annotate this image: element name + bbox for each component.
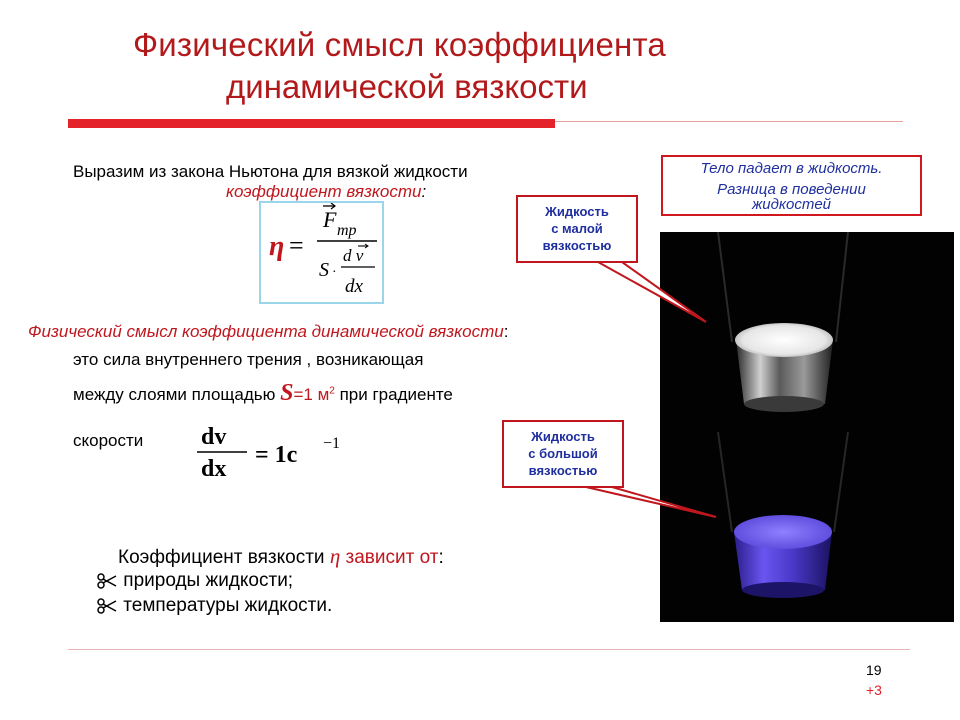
- line2-suffix: при градиенте: [339, 385, 453, 404]
- page-number: 19: [866, 662, 882, 678]
- callout-low-line1: Жидкость: [545, 204, 609, 219]
- intro-text: Выразим из закона Ньютона для вязкой жидкости: [73, 162, 468, 181]
- dependence-heading-pre: Коэффициент вязкости: [118, 547, 325, 568]
- callout-high-line1: Жидкость: [531, 429, 595, 444]
- eta-symbol: η: [269, 231, 285, 262]
- slide-title-line1: Физический смысл коэффициента: [133, 26, 666, 63]
- dx-text: dx: [345, 276, 363, 297]
- callout-low-pointer: [598, 262, 706, 322]
- dv-text: d v: [343, 246, 364, 265]
- area-unit-power: 2: [329, 385, 335, 397]
- note-line3: жидкостей: [751, 196, 832, 213]
- force-subscript: тр: [337, 222, 357, 239]
- area-unit-base: м: [317, 385, 330, 404]
- intro-emphasis-text: коэффициент вязкости: [226, 182, 422, 201]
- slide-title-line2: динамической вязкости: [226, 68, 588, 105]
- note-line1: Тело падает в жидкость.: [700, 160, 883, 177]
- gradient-exponent: −1: [323, 435, 341, 452]
- callout-high-viscosity: [502, 420, 624, 488]
- area-symbol: S: [319, 259, 329, 281]
- footer-rule: [68, 649, 910, 650]
- note-line2: Разница в поведении: [717, 181, 866, 198]
- callout-low-viscosity: [516, 195, 638, 263]
- force-symbol: F: [323, 207, 337, 232]
- list-item-text: природы жидкости;: [123, 570, 294, 591]
- dependence-colon: :: [438, 547, 444, 568]
- physical-meaning-heading-text: Физический смысл коэффициента динамической вязкости: [28, 322, 504, 341]
- gradient-rhs: = 1c: [255, 442, 298, 468]
- gradient-denominator: dx: [201, 456, 227, 482]
- dependence-heading-red: зависит от: [345, 547, 439, 568]
- callout-high-line2: с большой: [528, 446, 598, 461]
- physical-meaning-line1: это сила внутреннего трения , возникающая: [73, 350, 424, 369]
- intro-colon: :: [421, 182, 427, 201]
- page-plus-count: +3: [866, 682, 882, 698]
- physical-meaning-line3: скорости: [73, 431, 144, 450]
- callout-high-pointer: [586, 487, 716, 517]
- physical-meaning-colon: :: [503, 322, 509, 341]
- callout-high-line3: вязкостью: [528, 463, 598, 478]
- gradient-numerator: dv: [201, 424, 227, 450]
- callout-low-line3: вязкостью: [542, 238, 612, 253]
- line2-prefix: между слоями площадью: [73, 385, 276, 404]
- dependence-eta: η: [329, 544, 341, 568]
- multiply-dot: ·: [332, 265, 337, 280]
- area-value: =1: [293, 385, 313, 404]
- callout-low-line2: с малой: [551, 221, 603, 236]
- area-symbol-s: S: [280, 380, 294, 406]
- formula-equals: =: [289, 231, 304, 260]
- list-item-text: температуры жидкости.: [123, 595, 333, 616]
